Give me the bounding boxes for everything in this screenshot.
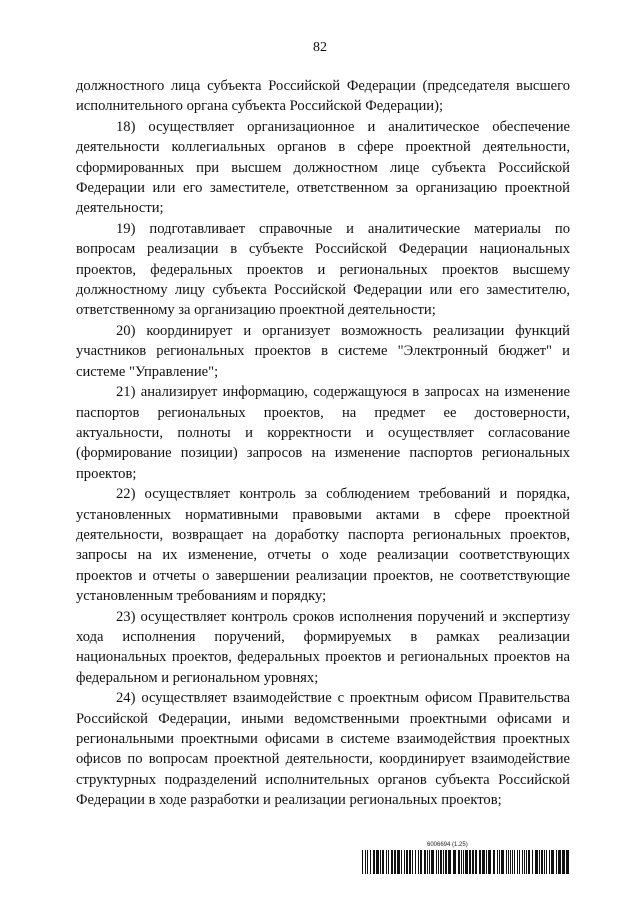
document-code: 6006694 (1.25): [427, 842, 468, 848]
paragraph: 24) осуществляет взаимодействие с проектным офисом Правительства Российской Федерации, иными ведомственными проектными офисами и региональными проектными офисами в системе взаимодействия проектных офисов по вопросам проектной деятельности, координирует взаимодействие структурных подразделений исполнительных органов субъекта Российской Федерации в ходе разработки и реализации региональных проектов;: [76, 690, 570, 809]
paragraph: 18) осуществляет организационное и аналитическое обеспечение деятельности коллегиальных органов в сфере проектной деятельности, сформированных при высшем должностном лице субъекта Российской Федерации или его заместителе, ответственном за организацию проектной деятельности;: [76, 118, 570, 217]
page-number: 82: [313, 40, 327, 55]
paragraph: должностного лица субъекта Российской Федерации (председателя высшего исполнительного органа субъекта Российской Федерации);: [76, 78, 570, 115]
paragraph: 22) осуществляет контроль за соблюдением требований и порядка, установленных нормативными правовыми актами в сфере проектной деятельности, возвращает на доработку паспорта региональных проектов, запросы на их изменение, отчеты о ходе реализации соответствующих проектов и отчеты о завершении реализации проектов, не соответствующие установленным требованиям и порядку;: [76, 486, 570, 605]
barcode-icon: [362, 850, 572, 874]
document-body: [76, 76, 570, 811]
paragraph: 21) анализирует информацию, содержащуюся в запросах на изменение паспортов региональных проектов, на предмет ее достоверности, актуальности, полноты и корректности и осуществляет согласование (формирование позиции) запросов на изменение паспортов региональных проектов;: [76, 384, 570, 482]
paragraph: 23) осуществляет контроль сроков исполнения поручений и экспертизу хода исполнения поручений, формируемых в рамках реализации национальных проектов, федеральных проектов и региональных проектов на федеральном и региональном уровнях;: [76, 608, 570, 686]
paragraph: 19) подготавливает справочные и аналитические материалы по вопросам реализации в субъекте Российской Федерации национальных проектов, федеральных проектов и региональных проектов высшему должностному лицу субъекта Российской Федерации или его заместителю, ответственному за организацию проектной деятельности;: [76, 220, 570, 319]
paragraph: 20) координирует и организует возможность реализации функций участников региональных проектов в системе "Электронный бюджет" и системе "Управление";: [76, 322, 570, 380]
